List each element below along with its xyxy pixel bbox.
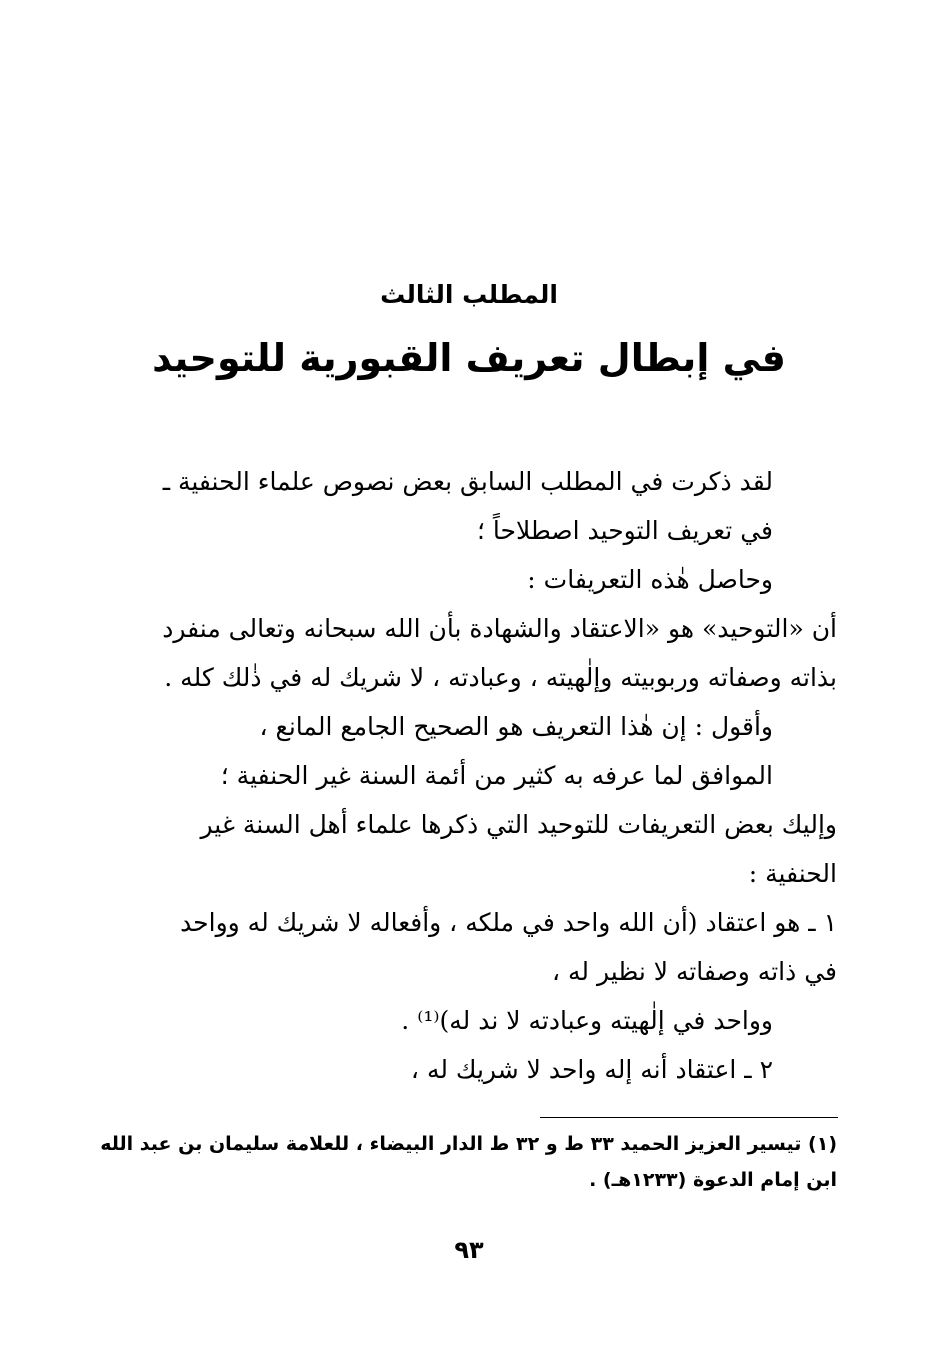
footnote-line: ابن إمام الدعوة (١٢٣٣هـ) . <box>589 1169 837 1191</box>
footnotes <box>100 1126 837 1198</box>
body-line: الموافق لما عرفه به كثير من أئمة السنة غير الحنفية ؛ <box>220 761 773 790</box>
body-line: في ذاته وصفاته لا نظير له ، <box>552 957 837 986</box>
body-line: ٢ ـ اعتقاد أنه إله واحد لا شريك له ، <box>410 1055 773 1084</box>
section-label: المطلب الثالث <box>380 280 558 309</box>
body-line: لقد ذكرت في المطلب السابق بعض نصوص علماء الحنفية ـ <box>162 467 773 496</box>
footnote-divider <box>540 1117 838 1118</box>
body-line: وحاصل هٰذه التعريفات : <box>527 565 773 594</box>
body-line: وإليك بعض التعريفات للتوحيد التي ذكرها علماء أهل السنة غير <box>200 810 837 839</box>
body-text <box>120 457 837 1094</box>
body-line: في تعريف التوحيد اصطلاحاً ؛ <box>477 516 773 545</box>
body-line: وأقول : إن هٰذا التعريف هو الصحيح الجامع المانع ، <box>259 712 773 741</box>
chapter-title: في إبطال تعريف القبورية للتوحيد <box>152 336 786 380</box>
body-line: الحنفية : <box>748 859 837 888</box>
footnote-line: (١) تيسير العزيز الحميد ٣٣ ط و ٣٢ ط الدار البيضاء ، للعلامة سليمان بن عبد الله <box>100 1133 837 1155</box>
page-number: ٩٣ <box>454 1236 484 1264</box>
body-line: بذاته وصفاته وربوبيته وإلٰهيته ، وعبادته ، لا شريك له في ذٰلك كله . <box>164 663 837 692</box>
body-line: وواحد في إلٰهيته وعبادته لا ند له)⁽¹⁾ . <box>401 1006 773 1035</box>
body-line: أن «التوحيد» هو «الاعتقاد والشهادة بأن الله سبحانه وتعالى منفرد <box>162 614 837 643</box>
body-line: ١ ـ هو اعتقاد (أن الله واحد في ملكه ، وأفعاله لا شريك له وواحد <box>180 908 837 937</box>
